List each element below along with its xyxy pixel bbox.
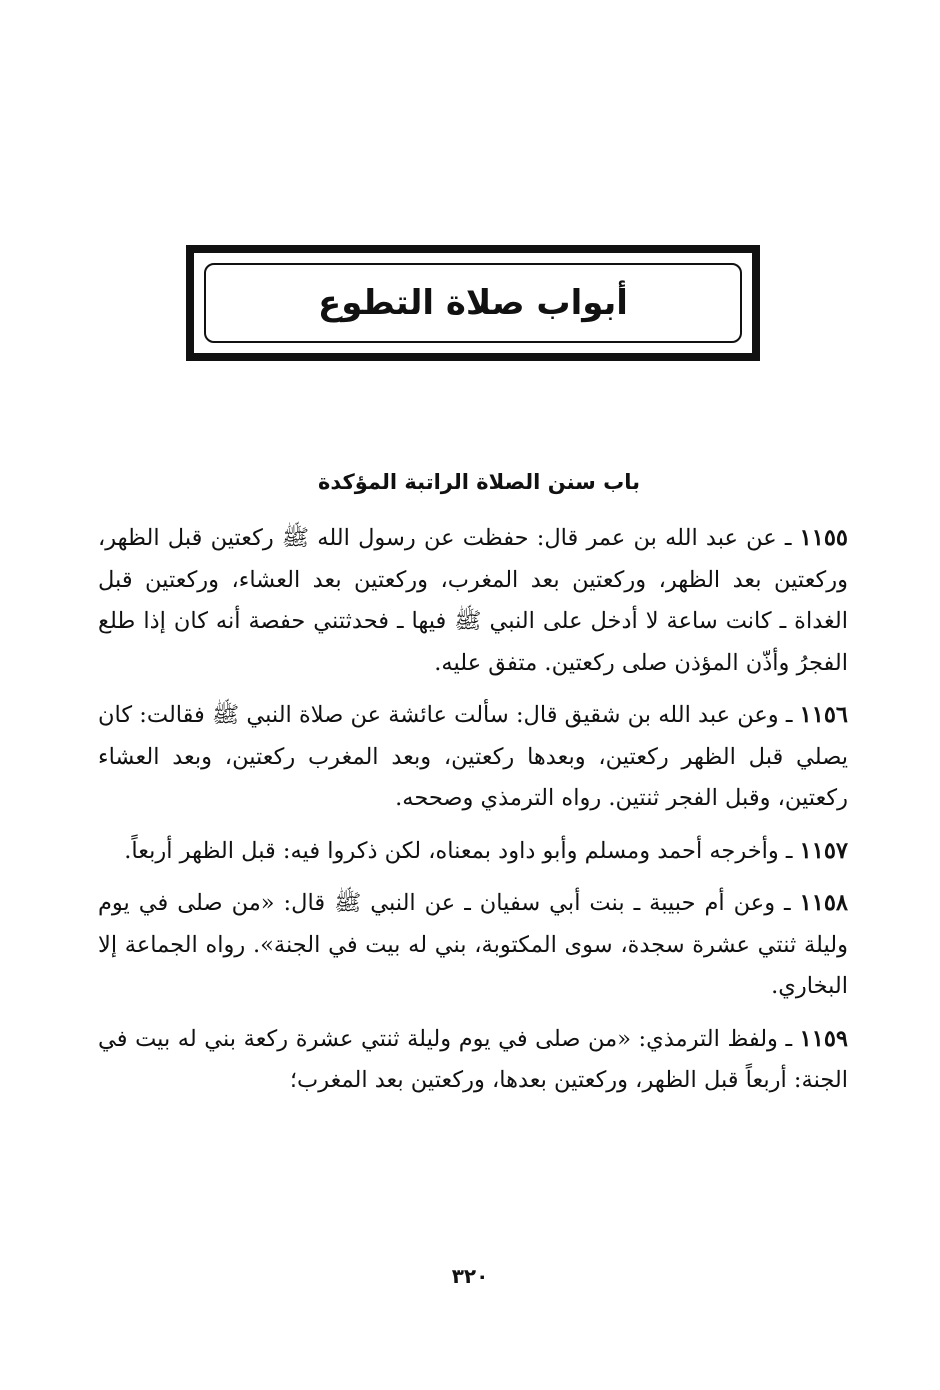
hadith-paragraph: [98, 695, 848, 820]
hadith-number: ١١٥٥: [799, 525, 848, 551]
hadith-paragraph: [98, 1019, 848, 1102]
title-frame: [186, 245, 760, 361]
title-frame-inner-border: [204, 263, 742, 343]
hadith-list: [98, 518, 848, 1113]
hadith-text: ـ عن عبد الله بن عمر قال: حفظت عن رسول الله ﷺ ركعتين قبل الظهر، وركعتين بعد الظهر، وركعتين بعد المغرب، وركعتين بعد العشاء، وركعتين قبل الغداة ـ كانت ساعة لا أدخل على النبي ﷺ فيها ـ فحدثتني حفصة أنه كان إذا طلع الفجرُ وأذّن المؤذن صلى ركعتين. متفق عليه.: [98, 525, 848, 676]
hadith-number: ١١٥٩: [799, 1025, 848, 1052]
hadith-text: ـ وعن عبد الله بن شقيق قال: سألت عائشة عن صلاة النبي ﷺ فقالت: كان يصلي قبل الظهر ركعتين، وبعدها ركعتين، وبعد المغرب ركعتين، وبعد العشاء ركعتين، وقبل الفجر ثنتين. رواه الترمذي وصححه.: [98, 702, 848, 811]
hadith-number: ١١٥٦: [799, 702, 848, 728]
hadith-paragraph: [98, 831, 848, 873]
chapter-heading: باب سنن الصلاة الراتبة المؤكدة: [318, 470, 640, 494]
section-title: أبواب صلاة التطوع: [318, 283, 628, 323]
hadith-number: ١١٥٧: [799, 837, 848, 864]
hadith-number: ١١٥٨: [799, 890, 848, 916]
hadith-paragraph: [98, 883, 848, 1008]
hadith-text: ـ وعن أم حبيبة ـ بنت أبي سفيان ـ عن النبي ﷺ قال: «من صلى في يوم وليلة ثنتي عشرة سجدة، سوى المكتوبة، بني له بيت في الجنة». رواه الجماعة إلا البخاري.: [98, 890, 848, 999]
page-number: ٣٢٠: [451, 1264, 489, 1288]
title-frame-gap: [194, 253, 752, 353]
hadith-text: ـ ولفظ الترمذي: «من صلى في يوم وليلة ثنتي عشرة ركعة بني له بيت في الجنة: أربعاً قبل الظهر، وركعتين بعدها، وركعتين بعد المغرب؛: [98, 1025, 848, 1093]
hadith-text: ـ وأخرجه أحمد ومسلم وأبو داود بمعناه، لكن ذكروا فيه: قبل الظهر أربعاً.: [124, 837, 793, 864]
hadith-paragraph: [98, 518, 848, 684]
